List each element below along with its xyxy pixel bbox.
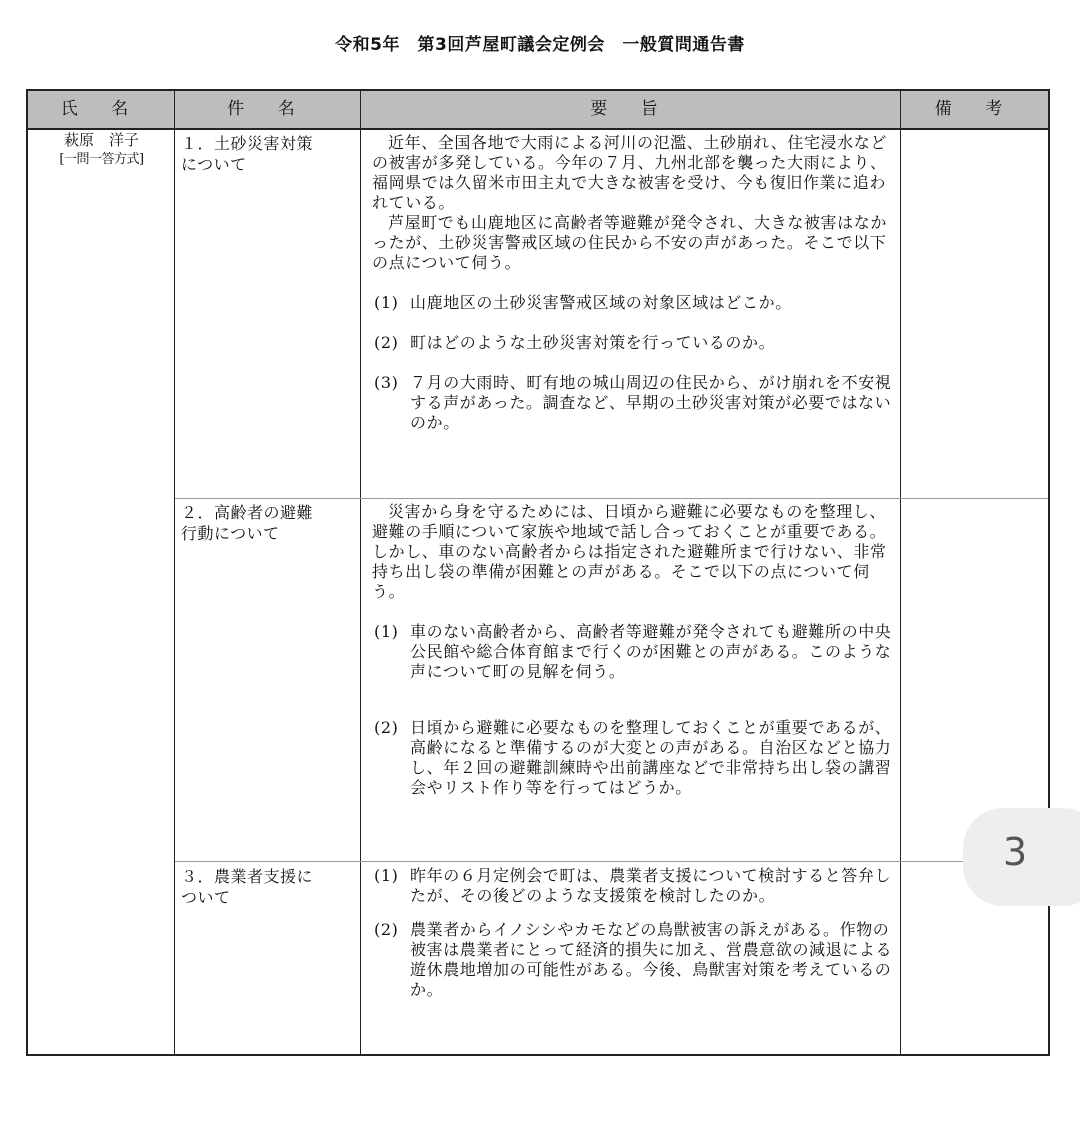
item-number: (2) [374, 718, 399, 737]
summary-item [372, 866, 897, 906]
summary-2 [372, 502, 897, 798]
column-divider [900, 91, 901, 1054]
item-number: (2) [374, 333, 399, 352]
item-text: 山鹿地区の土砂災害警戒区域の対象区域はどこか。 [410, 293, 792, 312]
header-summary: 要 旨 [590, 99, 672, 119]
header-name: 氏 名 [60, 99, 143, 119]
summary-item [372, 333, 897, 353]
document-title: 令和5年 第3回芦屋町議会定例会 一般質問通告書 [335, 35, 745, 55]
item-text: 車のない高齢者から、高齢者等避難が発令されても避難所の中央公民館や総合体育館まで行くのが困難との声がある。このような声について町の見解を伺う。 [410, 622, 892, 681]
item-text: 昨年の６月定例会で町は、農業者支援について検討すると答弁したが、その後どのような支援策を検討したのか。 [410, 866, 892, 905]
summary-1 [372, 133, 897, 433]
question-table [26, 89, 1050, 1056]
item-text: 日頃から避難に必要なものを整理しておくことが重要であるが、高齢になると準備するのが大変との声がある。自治区などと協力し、年２回の避難訓練時や出前講座などで非常持ち出し袋の講習会やリスト作り等を行ってはどうか。 [410, 718, 892, 797]
row-divider [175, 861, 1048, 862]
subject-2: ２．高齢者の避難 行動について [181, 503, 314, 543]
summary-3 [372, 866, 897, 1000]
member-name: 萩原 洋子 [63, 131, 139, 149]
question-format: [一問一答方式] [59, 152, 144, 167]
summary-item [372, 920, 897, 1000]
item-number: (2) [374, 920, 399, 939]
page-number-indicator [963, 808, 1080, 906]
subject-1: １．土砂災害対策 について [181, 134, 314, 174]
item-number: (1) [374, 622, 399, 641]
item-number: (3) [374, 373, 399, 392]
summary-paragraph: 芦屋町でも山鹿地区に高齢者等避難が発令され、大きな被害はなかったが、土砂災害警戒区域の住民から不安の声があった。そこで以下の点について伺う。 [372, 213, 887, 272]
column-divider [360, 91, 361, 1054]
summary-paragraph: 近年、全国各地で大雨による河川の氾濫、土砂崩れ、住宅浸水などの被害が多発している。今年の７月、九州北部を襲った大雨により、福岡県では久留米市田主丸で大きな被害を受け、今も復旧作業に追われている。 [372, 133, 887, 212]
item-text: 農業者からイノシシやカモなどの鳥獣被害の訴えがある。作物の被害は農業者にとって経済的損失に加え、営農意欲の減退による遊休農地増加の可能性がある。今後、鳥獣害対策を考えているのか。 [410, 920, 893, 999]
column-divider [174, 91, 175, 1054]
item-text: ７月の大雨時、町有地の城山周辺の住民から、がけ崩れを不安視する声があった。調査など、早期の土砂災害対策が必要ではないのか。 [410, 373, 892, 432]
summary-item [372, 293, 897, 313]
row-divider [175, 498, 1048, 499]
item-text: 町はどのような土砂災害対策を行っているのか。 [410, 333, 776, 352]
member-cell [28, 131, 175, 169]
page-number: 3 [1003, 830, 1028, 874]
item-number: (1) [374, 293, 399, 312]
subject-3: ３．農業者支援に ついて [181, 867, 314, 907]
header-subject: 件 名 [227, 99, 309, 119]
item-number: (1) [374, 866, 399, 885]
summary-paragraph: 災害から身を守るためには、日頃から避難に必要なものを整理し、避難の手順について家族や地域で話し合っておくことが重要である。しかし、車のない高齢者からは指定された避難所まで行けない、非常持ち出し袋の準備が困難との声がある。そこで以下の点について伺う。 [372, 502, 887, 601]
summary-item [372, 373, 897, 433]
summary-item [372, 622, 897, 682]
header-remarks: 備 考 [934, 99, 1017, 119]
summary-item [372, 718, 897, 798]
